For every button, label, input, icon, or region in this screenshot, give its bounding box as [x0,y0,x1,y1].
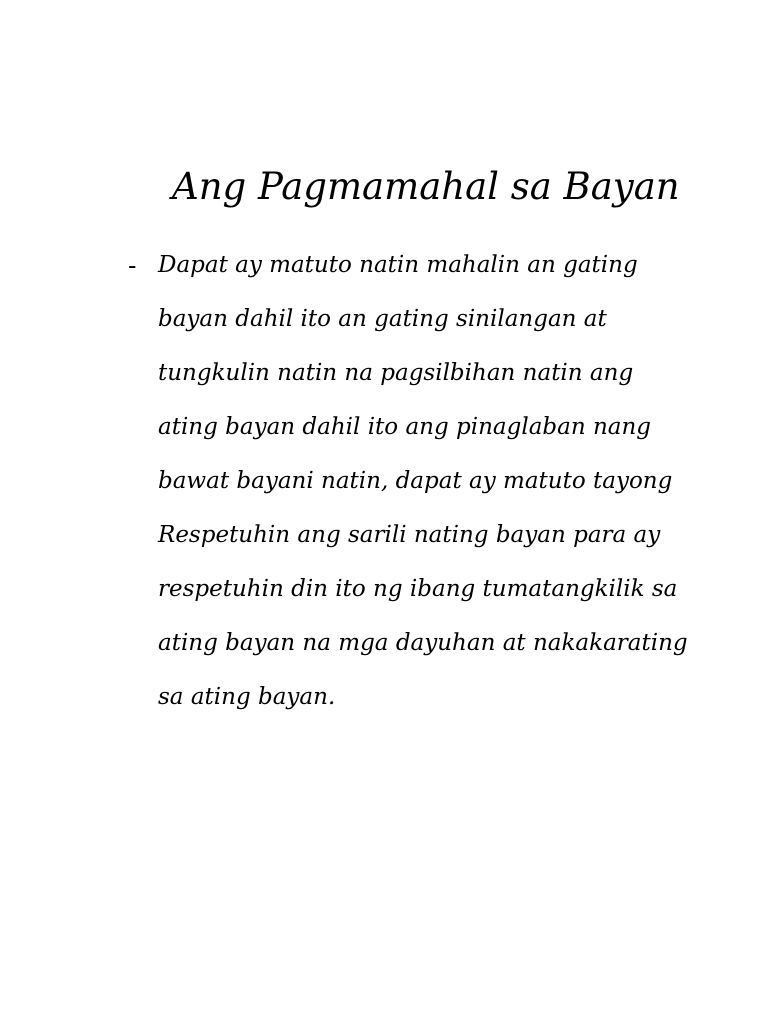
paragraph-line: ating bayan dahil ito ang pinaglaban nang [158,414,652,440]
paragraph-line: bayan dahil ito an gating sinilangan at [158,306,607,332]
bullet-dash: - [128,251,137,280]
paragraph-line: respetuhin din ito ng ibang tumatangkilik sa [158,576,678,602]
body-paragraph [158,240,718,726]
paragraph-line: Respetuhin ang sarili nating bayan para ay [158,522,661,548]
paragraph-line: Dapat ay matuto natin mahalin an gating [158,252,638,278]
paragraph-line: ating bayan na mga dayuhan at nakakarating [158,630,688,656]
document-title: Ang Pagmamahal sa Bayan [172,165,680,208]
paragraph-line: bawat bayani natin, dapat ay matuto tayong [158,468,673,494]
paragraph-line: sa ating bayan. [158,684,336,710]
paragraph-line: tungkulin natin na pagsilbihan natin ang [158,360,634,386]
